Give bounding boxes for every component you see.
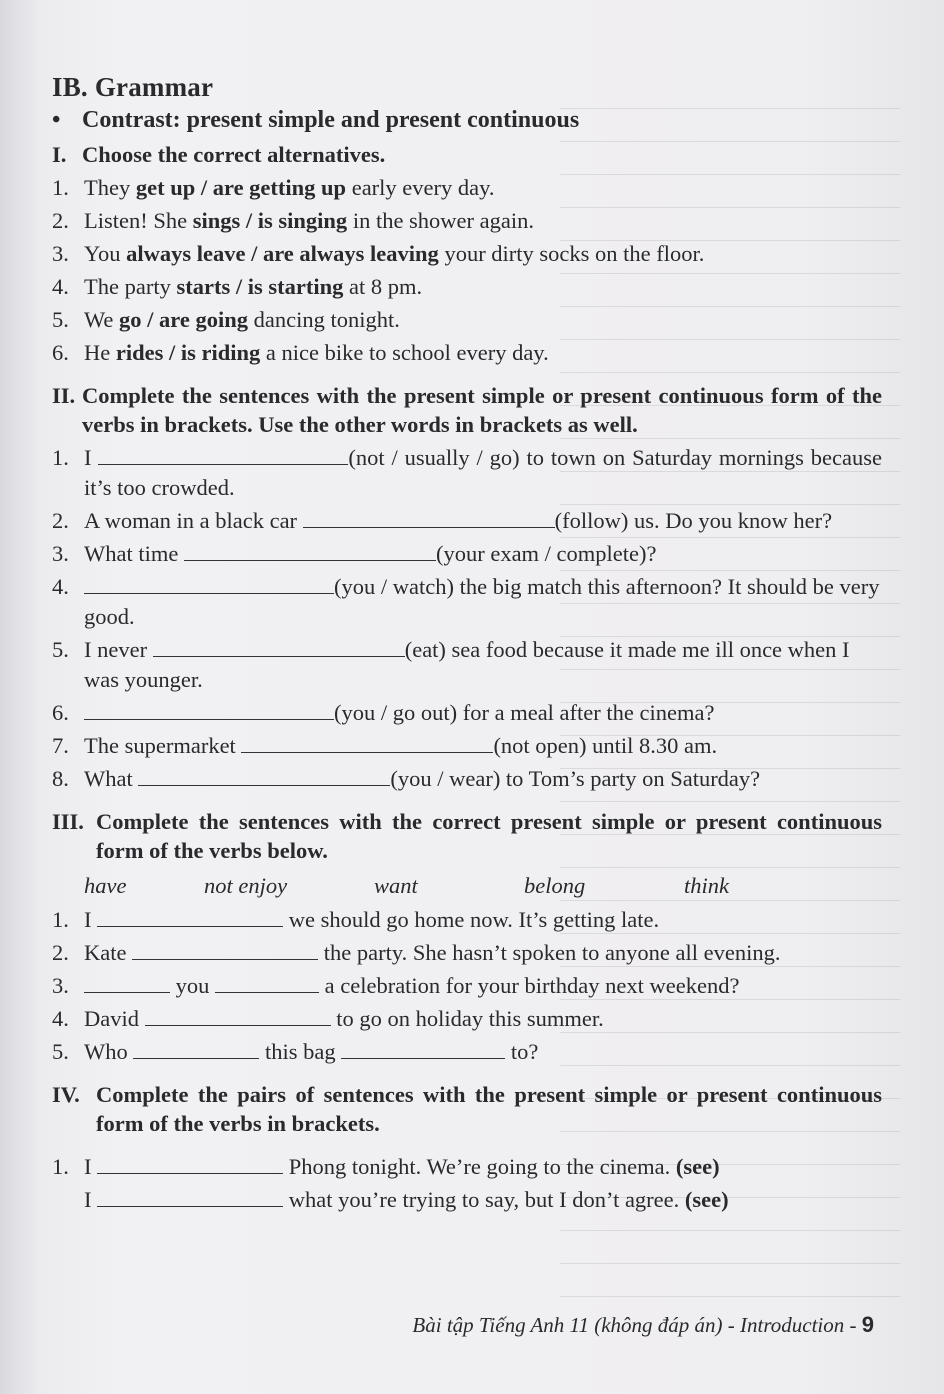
answer-blank[interactable] <box>145 1005 331 1026</box>
answer-blank[interactable] <box>97 906 283 927</box>
list-item: 3. You always leave / are always leaving your dirty socks on the floor. <box>52 241 705 266</box>
list-item: 7. The supermarket (not open) until 8.30 am. <box>52 733 718 758</box>
answer-blank[interactable] <box>241 732 493 753</box>
word-box <box>52 873 882 899</box>
choice-option[interactable]: rides / is riding <box>115 340 261 365</box>
choice-option[interactable]: starts / is starting <box>176 274 344 299</box>
list-item: 6. He rides / is riding a nice bike to school every day. <box>52 340 549 365</box>
answer-blank[interactable] <box>84 699 334 720</box>
answer-blank[interactable] <box>84 972 170 993</box>
exercise-4-title: IV. Complete the pairs of sentences with the present simple or present continuous form of the verbs in brackets. <box>52 1082 882 1136</box>
list-item: 1. I Phong tonight. We’re going to the cinema. (see) <box>52 1154 720 1179</box>
list-item: 1. They get up / are getting up early every day. <box>52 175 495 200</box>
grammar-subtitle: • Contrast: present simple and present continuous <box>52 107 580 133</box>
answer-blank[interactable] <box>138 765 390 786</box>
exercise-1-title: I. Choose the correct alternatives. <box>52 142 386 167</box>
list-item: I what you’re trying to say, but I don’t agree. (see) <box>84 1187 729 1212</box>
answer-blank[interactable] <box>97 1186 283 1207</box>
list-item: 5. Who this bag to? <box>52 1039 539 1064</box>
word-think: think <box>684 873 729 898</box>
list-item: 2. A woman in a black car (follow) us. Do you know her? <box>52 508 833 533</box>
answer-blank[interactable] <box>133 1038 259 1059</box>
list-item: 2. Kate the party. She hasn’t spoken to anyone all evening. <box>52 940 781 965</box>
choice-option[interactable]: go / are going <box>119 307 249 332</box>
list-item: 5. We go / are going dancing tonight. <box>52 307 400 332</box>
choice-option[interactable]: get up / are getting up <box>135 175 347 200</box>
section-title: IB. Grammar <box>52 72 214 102</box>
page-content <box>52 72 882 1218</box>
answer-blank[interactable] <box>84 573 334 594</box>
answer-blank[interactable] <box>215 972 319 993</box>
list-item: 4. The party starts / is starting at 8 pm. <box>52 274 423 299</box>
answer-blank[interactable] <box>184 540 436 561</box>
answer-blank[interactable] <box>153 636 405 657</box>
list-item: 1. I (not / usually / go) to town on Saturday mornings because it’s too crowded. <box>52 445 883 500</box>
word-have: have <box>84 873 127 898</box>
list-item: 2. Listen! She sings / is singing in the shower again. <box>52 208 535 233</box>
subtitle-text: Contrast: present simple and present continuous <box>82 107 580 133</box>
answer-blank[interactable] <box>132 939 318 960</box>
chapter-name: Introduction <box>740 1313 845 1337</box>
answer-blank[interactable] <box>303 507 555 528</box>
list-item: 5. I never (eat) sea food because it made me ill once when I was younger. <box>52 637 850 692</box>
choice-option[interactable]: always leave / are always leaving <box>126 241 439 266</box>
list-item: 3. What time (your exam / complete)? <box>52 541 657 566</box>
list-item: 4. David to go on holiday this summer. <box>52 1006 604 1031</box>
list-item: 1. I we should go home now. It’s getting late. <box>52 907 660 932</box>
word-not-enjoy: not enjoy <box>204 873 288 898</box>
exercise-2-title: II. Complete the sentences with the present simple or present continuous form of the verbs in brackets. Use the other words in brackets as well. <box>52 383 882 437</box>
answer-blank[interactable] <box>98 444 348 465</box>
answer-blank[interactable] <box>341 1038 505 1059</box>
choice-option[interactable]: sings / is singing <box>192 208 348 233</box>
exercise-3-title: III. Complete the sentences with the correct present simple or present continuous form of the verbs below. <box>52 809 882 863</box>
book-title: Bài tập Tiếng Anh 11 (không đáp án) <box>412 1313 723 1337</box>
list-item: 3. you a celebration for your birthday next weekend? <box>52 973 740 998</box>
word-belong: belong <box>524 873 586 898</box>
page-number: 9 <box>861 1312 874 1337</box>
list-item: 6. (you / go out) for a meal after the cinema? <box>52 700 715 725</box>
list-item: 8. What (you / wear) to Tom’s party on Saturday? <box>52 766 761 791</box>
list-item: 4. (you / watch) the big match this afternoon? It should be very good. <box>52 574 880 629</box>
page-footer: Bài tập Tiếng Anh 11 (không đáp án) - Introduction - 9 <box>412 1312 874 1337</box>
answer-blank[interactable] <box>97 1153 283 1174</box>
word-want: want <box>374 873 418 898</box>
